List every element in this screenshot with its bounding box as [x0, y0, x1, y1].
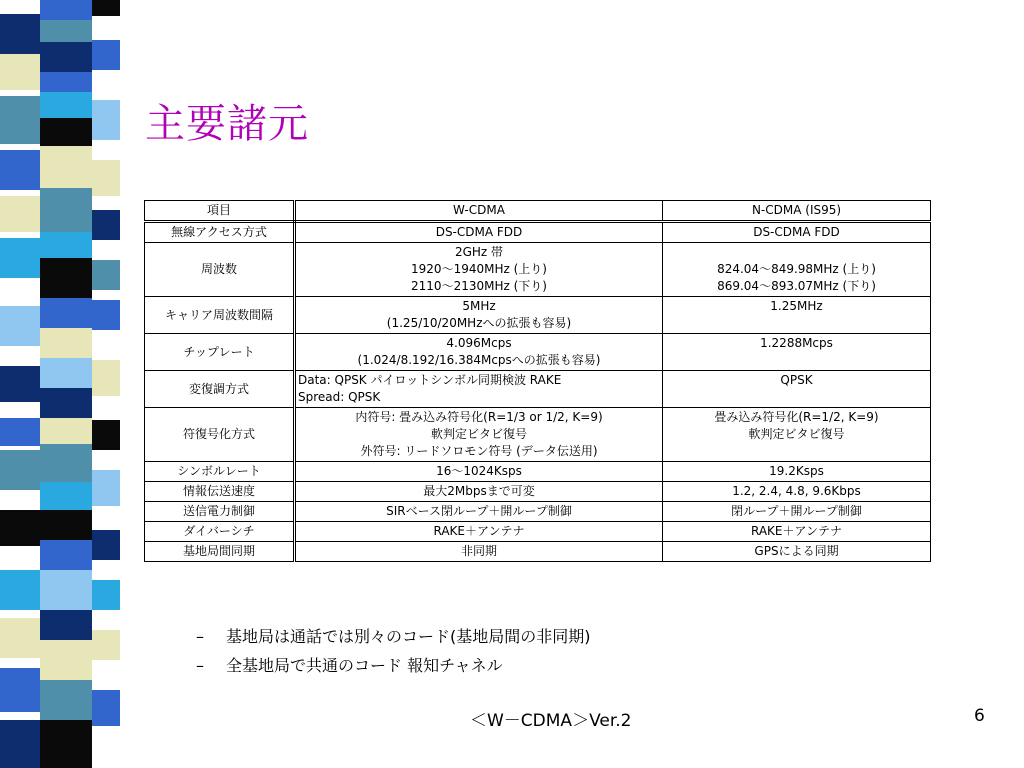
cell-text: 4.096Mcps — [446, 336, 512, 350]
row-label: 符復号化方式 — [145, 408, 295, 462]
ncdma-cell — [663, 222, 931, 243]
row-label: 無線アクセス方式 — [145, 222, 295, 243]
table-row — [145, 502, 931, 522]
table-row — [145, 462, 931, 482]
table-row — [145, 542, 931, 562]
wcdma-cell — [295, 502, 663, 522]
row-label: 情報伝送速度 — [145, 482, 295, 502]
ncdma-cell — [663, 462, 931, 482]
cell-text: 1.25MHz — [770, 299, 823, 313]
bullet-dash: – — [196, 656, 204, 675]
table-row — [145, 408, 931, 462]
cell-text: 内符号: 畳み込み符号化(R=1/3 or 1/2, K=9) — [355, 410, 603, 424]
spec-table — [144, 200, 931, 562]
cell-text: 外符号: リードソロモン符号 (データ伝送用) — [360, 444, 598, 458]
table-row — [145, 297, 931, 334]
row-label: 変復調方式 — [145, 371, 295, 408]
list-item — [196, 622, 591, 651]
cell-text: 19.2Ksps — [769, 464, 824, 478]
wcdma-cell — [295, 297, 663, 334]
row-label: 送信電力制御 — [145, 502, 295, 522]
row-label: チップレート — [145, 334, 295, 371]
wcdma-cell — [295, 408, 663, 462]
wcdma-cell — [295, 243, 663, 297]
column-header-item: 項目 — [145, 201, 295, 222]
table-row — [145, 243, 931, 297]
slide-title: 主要諸元 — [145, 101, 309, 147]
cell-text: 1.2288Mcps — [760, 336, 833, 350]
ncdma-cell — [663, 542, 931, 562]
ncdma-cell — [663, 482, 931, 502]
wcdma-cell — [295, 462, 663, 482]
cell-text: 824.04～849.98MHz (上り) — [717, 262, 876, 276]
ncdma-cell — [663, 334, 931, 371]
ncdma-cell — [663, 297, 931, 334]
table-row — [145, 482, 931, 502]
list-item — [196, 651, 591, 680]
wcdma-cell — [295, 522, 663, 542]
cell-text: 軟判定ビタビ復号 — [748, 427, 845, 441]
cell-text: 5MHz — [462, 299, 496, 313]
column-header-wcdma: W-CDMA — [295, 201, 663, 222]
wcdma-cell — [295, 222, 663, 243]
cell-text: 畳み込み符号化(R=1/2, K=9) — [714, 410, 879, 424]
row-label: 基地局間同期 — [145, 542, 295, 562]
cell-text: Spread: QPSK — [298, 390, 381, 404]
cell-text: 869.04～893.07MHz (下り) — [717, 279, 876, 293]
ncdma-cell — [663, 371, 931, 408]
page-number: 6 — [974, 706, 985, 726]
cell-text: DS-CDMA FDD — [435, 225, 523, 239]
footer-text: ＜W－CDMA＞Ver.2 — [470, 711, 632, 731]
ncdma-cell — [663, 502, 931, 522]
bullet-text: 全基地局で共通のコード 報知チャネル — [226, 656, 503, 675]
table-row — [145, 371, 931, 408]
row-label: キャリア周波数間隔 — [145, 297, 295, 334]
wcdma-cell — [295, 482, 663, 502]
wcdma-cell — [295, 371, 663, 408]
cell-text: 非同期 — [460, 544, 497, 558]
cell-text: RAKE＋アンテナ — [750, 524, 843, 538]
cell-text: SIRベース閉ループ＋開ループ制御 — [386, 504, 572, 518]
column-header-ncdma: N-CDMA (IS95) — [663, 201, 931, 222]
cell-text: DS-CDMA FDD — [753, 225, 840, 239]
cell-text: 2110～2130MHz (下り) — [411, 279, 547, 293]
cell-text: (1.024/8.192/16.384Mcpsへの拡張も容易) — [357, 353, 601, 367]
cell-text: 軟判定ビタビ復号 — [430, 427, 527, 441]
cell-text: 1920～1940MHz (上り) — [411, 262, 547, 276]
cell-text: RAKE＋アンテナ — [433, 524, 525, 538]
bullet-text: 基地局は通話では別々のコード(基地局間の非同期) — [226, 627, 591, 646]
cell-text: 閉ループ＋開ループ制御 — [731, 504, 862, 518]
cell-text: GPSによる同期 — [754, 544, 839, 558]
decorative-stripe — [0, 0, 120, 768]
bullet-list — [196, 622, 591, 680]
table-row — [145, 522, 931, 542]
wcdma-cell — [295, 334, 663, 371]
row-label: 周波数 — [145, 243, 295, 297]
wcdma-cell — [295, 542, 663, 562]
table-row — [145, 334, 931, 371]
bullet-dash: – — [196, 627, 204, 646]
cell-text: Data: QPSK パイロットシンボル同期検波 RAKE — [298, 373, 562, 387]
cell-text: (1.25/10/20MHzへの拡張も容易) — [386, 316, 572, 330]
cell-text: 最大2Mbpsまで可変 — [423, 484, 535, 498]
row-label: シンボルレート — [145, 462, 295, 482]
cell-text: QPSK — [780, 373, 813, 387]
ncdma-cell — [663, 243, 931, 297]
table-row — [145, 222, 931, 243]
cell-text: 1.2, 2.4, 4.8, 9.6Kbps — [732, 484, 861, 498]
row-label: ダイバーシチ — [145, 522, 295, 542]
cell-text: 2GHz 帯 — [454, 245, 504, 259]
ncdma-cell — [663, 522, 931, 542]
table-header-row — [145, 201, 931, 222]
ncdma-cell — [663, 408, 931, 462]
cell-text: 16～1024Ksps — [436, 464, 522, 478]
